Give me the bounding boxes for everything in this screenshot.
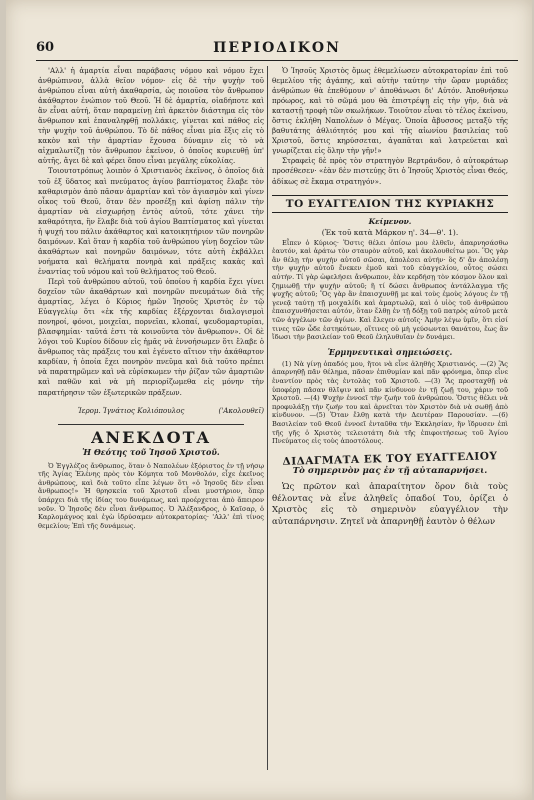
gospel-text: Εἶπεν ὁ Κύριος· Ὅστις θέλει ὀπίσω μου ἐλθεῖν, ἀπαρνησάσθω ἑαυτόν, καὶ ἀράτω τὸν σταυρὸν αὐτοῦ, καὶ ἀκολουθείτω μοι. Ὃς γὰρ ἂν θέλῃ τὴν ψυχὴν αὐτοῦ σῶσαι, ἀπολέσει αὐτήν· ὃς δ' ἂν ἀπολέσῃ τὴν ψυχὴν αὐτοῦ ἕνεκεν ἐμοῦ καὶ τοῦ εὐαγγελίου, οὗτος σώσει αὐτήν. Τί γὰρ ὠφελήσει ἄνθρωπον, ἐὰν κερδήσῃ τὸν κόσμον ὅλον καὶ ζημιωθῇ τὴν ψυχὴν αὐτοῦ; ἢ τί δώσει ἄνθρωπος ἀντάλλαγμα τῆς ψυχῆς αὐτοῦ; Ὃς γὰρ ἂν ἐπαισχυνθῇ με καὶ τοὺς ἐμοὺς λόγους ἐν τῇ γενεᾷ ταύτῃ τῇ μοιχαλίδι καὶ ἁμαρτωλῷ, καὶ ὁ υἱὸς τοῦ ἀνθρώπου ἐπαισχυνθήσεται αὐτόν, ὅταν ἔλθῃ ἐν τῇ δόξῃ τοῦ πατρὸς αὐτοῦ μετὰ τῶν ἀγγέλων τῶν ἁγίων. Καὶ ἔλεγεν αὐτοῖς· Ἀμὴν λέγω ὑμῖν, ὅτι εἰσί τινες τῶν ὧδε ἑστηκότων, οἵτινες οὐ μὴ γεύσωνται θανάτου, ἕως ἂν ἴδωσι τὴν βασιλείαν τοῦ Θεοῦ ἐληλυθυῖαν ἐν δυνάμει. (272, 238, 508, 342)
didagmata-heading: ΔΙΔΑΓΜΑΤΑ ΕΚ ΤΟΥ ΕΥΑΓΓΕΛΙΟΥ (282, 450, 498, 468)
section-rule (58, 424, 244, 425)
notes-heading: Ἑρμηνευτικαὶ σημειώσεις. (327, 346, 453, 357)
page-header (36, 40, 518, 61)
continued-note: ('Ακολουθεῖ) (218, 405, 264, 415)
left-column (38, 66, 264, 792)
didagmata-subtitle: Τὸ σημερινὸν μας ἐν τῇ αὐταπαρνήσει. (292, 465, 488, 476)
anekdota-heading: ΑΝΕΚΔΟΤΑ (91, 427, 211, 447)
anekdota-subtitle: Ἡ Θεότης τοῦ Ἰησοῦ Χριστοῦ. (82, 446, 220, 457)
anekdota-text: Ὁ Ἐγγλέζος ἄνθρωπος, ὅταν ὁ Ναπολέων ἐξόριστος ἐν τῇ νήσῳ τῆς Ἁγίας Ἑλένης πρὸς τὸν Κόμητα τοῦ Μονθολόν, εἶχε ἐκεῖνος ἀνθρώπους, καὶ διὰ τοῦτο εἶπε λέγων ὅτι «ὁ Ἰησοῦς δὲν εἶναι ἄνθρωπος!» Ἡ θρησκεία τοῦ Χριστοῦ εἶναι μυστήριον, ὅπερ ὑπάρχει διὰ τῆς ἰδίας του δυνάμεως, καὶ προέρχεται ἀπὸ ἄπειρον νοῦν. Ὁ Ἰησοῦς δὲν εἶναι ἄνθρωπος. Ὁ Ἀλέξανδρος, ὁ Καῖσαρ, ὁ Καρλομάγνος καὶ ἐγὼ ἱδρύσαμεν αὐτοκρατορίας· 'Αλλ' ἐπὶ τίνος θεμελίου; Ἐπὶ τῆς δυνάμεως. (38, 461, 264, 530)
paragraph: Τοιουτοτρόπως λοιπὸν ὁ Χριστιανὸς ἐκεῖνος, ὁ ὁποῖος διὰ τοῦ ἐξ ὕδατος καὶ πνεύματος ἁγίου βαπτίσματος ἔλαβε τὸν καθαρισμὸν ἀπὸ πᾶσαν ἁμαρτίαν καὶ τὸν ἁγιασμὸν καὶ γίνεν οἶκος τοῦ Θεοῦ, ὅταν δὲν προσέξῃ καὶ ἀφίσῃ πάλιν τὴν ἁμαρτίαν νὰ εἰσχωρήσῃ ἐντὸς αὐτοῦ, τότε χάνει τὴν καθαρότητα, ἣν ἔλαβε διὰ τοῦ ἁγίου Βαπτίσματος καὶ γίνεται ἡ ψυχή του πάλιν ἀκάθαρτος καὶ κατοικητήριον τῶν πονηρῶν δαιμόνων. Καὶ ὅταν ἡ καρδία τοῦ ἀνθρώπου γίνῃ δοχεῖον τῶν ἀκαθάρτων καὶ πονηρῶν δαιμόνων, τότε αὐτὴ ἐκβάλλει νοήματα καὶ θελήματα πονηρὰ καὶ πράξεις κακὰς καὶ ἐναντίας τοῦ νόμου καὶ τοῦ θελήματος τοῦ Θεοῦ. (38, 166, 264, 276)
newspaper-page (6, 0, 532, 800)
paragraph: Περὶ τοῦ ἀνθρώπου αὐτοῦ, τοῦ ὁποίου ἡ καρδία ἔχει γίνει δοχεῖον τῶν ἀκαθάρτων καὶ πονηρῶν πνευμάτων διὰ τῆς ἁμαρτίας, λέγει ὁ Κύριος ἡμῶν Ἰησοῦς Χριστὸς ἐν τῷ Εὐαγγελίῳ ὅτι «ἐκ τῆς καρδίας ἐξέρχονται διαλογισμοὶ πονηροί, φόνοι, μοιχεῖαι, πορνεῖαι, κλοπαί, ψευδομαρτυρίαι, βλασφημίαι· ταῦτά ἐστι τὰ κοινοῦντα τὸν ἄνθρωπον». Οἱ δὲ λόγοι τοῦ Κυρίου δίδουν εἰς ἡμᾶς νὰ ἐννοήσωμεν ὅτι ἔλαβε ὁ ἄνθρωπος τὰς πράξεις του καὶ ἐγένετο αἴτιον τὴν ἀκάθαρτον καρδίαν, ἡ ὁποία ἔχει πονηρὸν πνεῦμα καὶ διὰ τοῦτο πρέπει νὰ παρατηρῶμεν καὶ νὰ εὑρίσκωμεν τὴν ῥίζαν τῶν ἁμαρτιῶν καὶ παθῶν καὶ νὰ μὴ περιορίζωμεθα εἰς μόνην τὴν παρατήρησιν τῶν ἐξωτερικῶν πράξεων. (38, 276, 264, 397)
column-divider (267, 66, 268, 770)
author-signature: Ἱερομ. Ἰγνάτιος Κολιόπουλος (78, 405, 185, 415)
didagmata-text: Ὡς πρῶτον καὶ ἀπαραίτητον ὅρον διὰ τοὺς θέλοντας νὰ εἶνε ἀληθεῖς ὀπαδοί Του, ὁρίζει ὁ Χριστὸς εἰς τὸ σημερινὸν εὐαγγέλιον τὴν αὐταπάρνησιν. Ζητεῖ νὰ ἀπαρνηθῇ ἑαυτὸν ὁ θέλων (272, 482, 508, 527)
right-column (272, 66, 508, 792)
notes-text: (1) Νὰ γίνῃ ὀπαδός μου, ἤτοι νὰ εἶνε ἀληθὴς Χριστιανός. —(2) Ἂς ἀπαρνηθῇ πᾶν θέλημα, πᾶσαν ἐπιθυμίαν καὶ πᾶν φρόνημα, ὅπερ εἶνε ἐναντίον πρὸς τὰς ἐντολὰς τοῦ Χριστοῦ. —(3) Ἂς προσταχθῇ νὰ ὑποφέρῃ πᾶσαν θλῖψιν καὶ πᾶν κίνδυνον ἐν τῇ ζωῇ του, χάριν τοῦ Χριστοῦ. —(4) Ψυχὴν ἐννοεῖ τὴν ζωὴν τοῦ ἀνθρώπου. Ὅστις θέλει νὰ προφυλάξῃ τὴν ζωήν του καὶ ἀρνεῖται τὸν Χριστὸν διὰ νὰ σωθῇ ἀπὸ κίνδυνον. —(5) Ὅταν ἔλθῃ κατὰ τὴν Δευτέραν Παρουσίαν. —(6) Βασιλείαν τοῦ Θεοῦ ἐννοεῖ ἐνταῦθα τὴν Ἐκκλησίαν, ἣν ἵδρυσεν ἐπὶ τῆς γῆς ὁ Χριστὸς τελειοτάτη διὰ τῆς ἐπιφοιτήσεως τοῦ Ἁγίου Πνεύματος εἰς τοὺς ἀποστόλους. (272, 359, 508, 446)
paragraph: 'Αλλ' ἡ ἁμαρτία εἶναι παράβασις νόμου καὶ νόμου ἔχει ἀνθρώπινον, ἀλλὰ θεῖον νόμον· εἰς δὲ τὴν ψυχὴν τοῦ ἀνθρώπου εἶναι αὐτὴ ἀκαθαρσία, ὡς ποιοῦσα τὸν ἄνθρωπον ἀκάθαρτον ἐνώπιον τοῦ Θεοῦ. Ἡ δὲ ἁμαρτία, οἱαδήποτε καὶ ἂν εἶναι αὐτή, ὅταν παραμείνῃ ἐπὶ ἀρκετὸν διάστημα εἰς τὸν ἄνθρωπον καὶ ἐπαναληφθῇ πολλάκις, γίνεται καὶ πάθος εἰς τὴν ψυχὴν τοῦ ἀνθρώπου. Τὸ δὲ πάθος εἶναι μία ἕξις εἰς τὸ κακὸν καὶ τὴν ἁμαρτίαν ἔχουσα δύναμιν εἰς τὸ νὰ αἰχμαλωτίζῃ τὸν ἄνθρωπον ἐκεῖνον, ὁ ὁποῖος κυριευθῇ ὑπ' αὐτῆς, ἄγει δὲ καὶ φέρει ὅπου εἶναι μεγάλης εὐκολίας. (38, 66, 264, 166)
periodical-title: ΠΕΡΙΟΔΙΚΟΝ (213, 40, 341, 56)
gospel-reference: (Ἐκ τοῦ κατὰ Μάρκον η'. 34—θ'. 1). (321, 227, 459, 237)
gospel-subtitle: Κείμενον. (368, 216, 412, 226)
gospel-heading: ΤΟ ΕΥΑΓΓΕΛΙΟΝ ΤΗΣ ΚΥΡΙΑΚΗΣ (272, 195, 508, 213)
paragraph: Στραφεὶς δὲ πρὸς τὸν στρατηγὸν Βερτράνδον, ὁ αὐτοκράτωρ προσέθεσεν· «ἐὰν δὲν πιστεύῃς ὅτι ὁ Ἰησοῦς Χριστὸς εἶναι Θεός, ἀδίκως σὲ ἔκαμα στρατηγόν». (272, 156, 508, 186)
paragraph: Ὁ Ἰησοῦς Χριστὸς ὅμως ἐθεμελίωσεν αὐτοκρατορίαν ἐπὶ τοῦ θεμελίου τῆς ἀγάπης, καὶ αὐτὴν ταύτην τὴν ὥραν μυριάδες ἀνθρώπων θὰ ἐπεθύμουν ν' ἀποθάνωσι δι' Αὐτόν. Ἀποθνήσκω πρόωρος, καὶ τὸ σῶμά μου θὰ ἐπιστρέψῃ εἰς τὴν γῆν, διὰ νὰ καταστῇ τροφὴ τῶν σκωλήκων. Τοιοῦτον εἶναι τὸ τέλος ἐκείνου, ὅστις ἐκλήθη Ναπολέων ὁ Μέγας. Ὁποία ἄβυσσος μεταξὺ τῆς βαθυτάτης ἀθλιότητός μου καὶ τῆς αἰωνίου βασιλείας τοῦ Χριστοῦ, ὅστις κηρύσσεται, ἀγαπᾶται καὶ λατρεύεται καὶ γνωρίζεται εἰς ὅλην τὴν γῆν!» (272, 66, 508, 156)
page-number: 60 (36, 40, 55, 55)
